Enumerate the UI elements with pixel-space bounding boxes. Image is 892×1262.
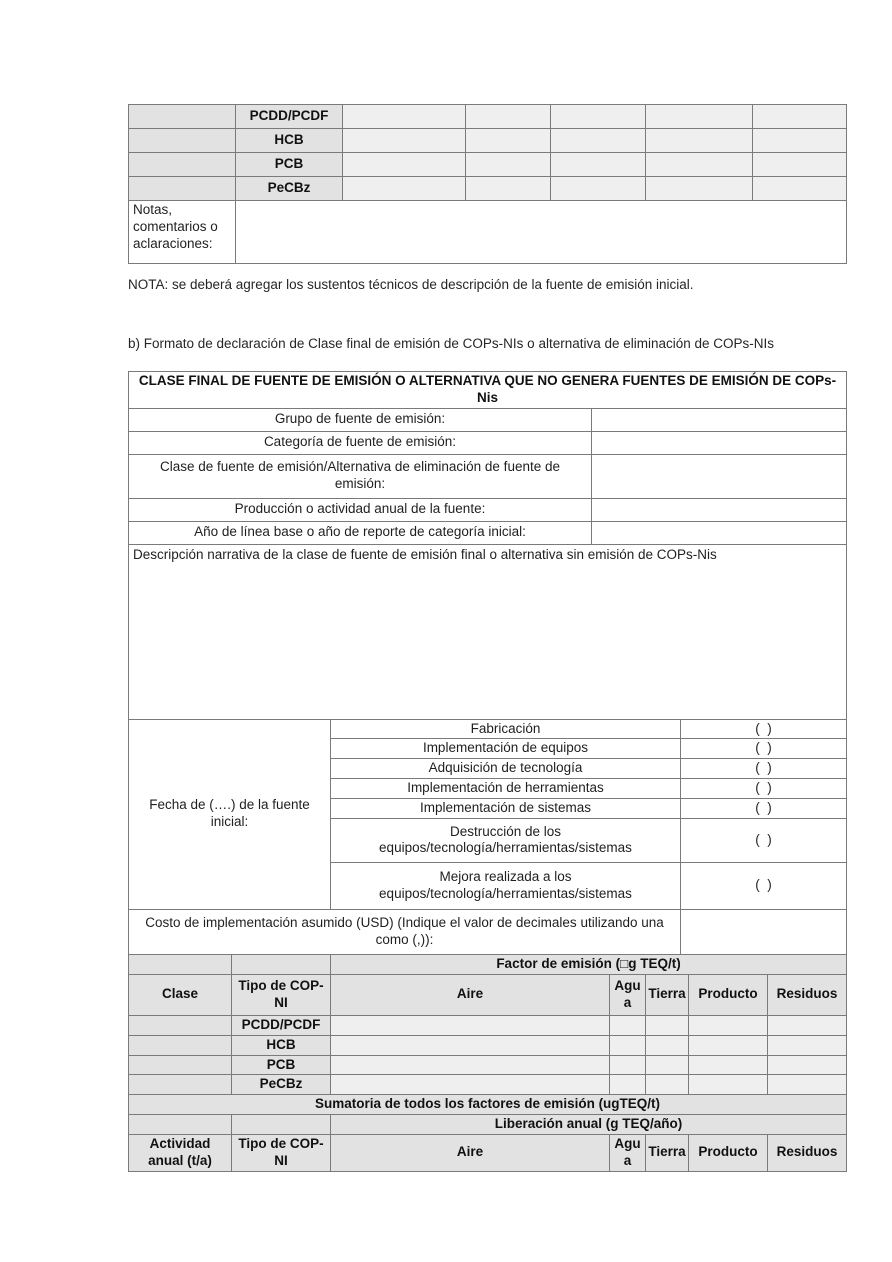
final-class-table-costo — [128, 909, 847, 955]
value-cell — [689, 1035, 768, 1055]
costo-label: Costo de implementación asumido (USD) (Indique el valor de decimales utilizando una como (,)): — [129, 909, 681, 954]
value-cell — [768, 1015, 847, 1035]
value-cell — [610, 1015, 646, 1035]
value-cell — [646, 177, 753, 201]
fecha-label: Fecha de (….) de la fuente inicial: — [129, 719, 331, 909]
value-cell — [646, 1015, 689, 1035]
table-row — [129, 408, 847, 431]
value-cell — [551, 105, 646, 129]
column-header-agua: Agua — [610, 974, 646, 1015]
value-cell — [343, 177, 466, 201]
table-row — [129, 1035, 847, 1055]
empty-cell — [129, 177, 236, 201]
field-label: Producción o actividad anual de la fuente: — [129, 498, 592, 521]
column-header-residuos: Residuos — [768, 1135, 847, 1172]
checkbox-cell: ( ) — [681, 739, 847, 759]
table-row — [129, 201, 847, 264]
checkbox-cell: ( ) — [681, 818, 847, 862]
table-row — [129, 498, 847, 521]
empty-cell — [232, 1115, 331, 1135]
table-header-row — [129, 1135, 847, 1172]
initial-source-table — [128, 104, 847, 264]
value-cell — [768, 1075, 847, 1095]
table-row — [129, 954, 847, 974]
table-row — [129, 1095, 847, 1115]
column-header-clase: Clase — [129, 974, 232, 1015]
value-cell — [689, 1015, 768, 1035]
notes-label: Notas, comentarios o aclaraciones: — [129, 201, 236, 264]
checkbox-cell: ( ) — [681, 759, 847, 779]
column-header-tipo: Tipo de COP-NI — [232, 1135, 331, 1172]
table-row — [129, 544, 847, 719]
column-header-actividad: Actividad anual (t/a) — [129, 1135, 232, 1172]
checkbox-cell: ( ) — [681, 799, 847, 819]
value-cell — [331, 1055, 610, 1075]
value-cell — [768, 1035, 847, 1055]
table-title: CLASE FINAL DE FUENTE DE EMISIÓN O ALTERNATIVA QUE NO GENERA FUENTES DE EMISIÓN DE COPs-Nis — [129, 371, 847, 408]
value-cell — [646, 1075, 689, 1095]
table-row — [129, 1055, 847, 1075]
value-cell — [646, 1055, 689, 1075]
field-label: Clase de fuente de emisión/Alternativa de eliminación de fuente de emisión: — [129, 454, 592, 498]
fecha-option-label: Implementación de sistemas — [331, 799, 681, 819]
table-row — [129, 371, 847, 408]
value-cell — [610, 1075, 646, 1095]
final-class-table-description — [128, 544, 847, 720]
value-cell — [343, 153, 466, 177]
column-header-residuos: Residuos — [768, 974, 847, 1015]
empty-cell — [129, 954, 232, 974]
column-header-tierra: Tierra — [646, 974, 689, 1015]
checkbox-cell: ( ) — [681, 862, 847, 909]
column-header-aire: Aire — [331, 974, 610, 1015]
chem-row-label: HCB — [232, 1035, 331, 1055]
checkbox-cell: ( ) — [681, 779, 847, 799]
description-cell: Descripción narrativa de la clase de fuente de emisión final o alternativa sin emisión de COPs-Nis — [129, 544, 847, 719]
chem-row-label: PeCBz — [232, 1075, 331, 1095]
chem-row-label: PeCBz — [236, 177, 343, 201]
table-row — [129, 129, 847, 153]
nota-text: NOTA: se deberá agregar los sustentos técnicos de descripción de la fuente de emisión inicial. — [128, 277, 694, 292]
value-cell — [646, 153, 753, 177]
field-value-cell — [592, 521, 847, 544]
checkbox-cell: ( ) — [681, 719, 847, 739]
field-label: Categoría de fuente de emisión: — [129, 431, 592, 454]
table-row — [129, 1075, 847, 1095]
empty-cell — [129, 153, 236, 177]
value-cell — [646, 1035, 689, 1055]
value-cell — [610, 1055, 646, 1075]
value-cell — [753, 177, 847, 201]
chem-row-label: PCDD/PCDF — [236, 105, 343, 129]
value-cell — [753, 129, 847, 153]
table-row — [129, 105, 847, 129]
field-label: Grupo de fuente de emisión: — [129, 408, 592, 431]
empty-cell — [129, 1075, 232, 1095]
fecha-option-label: Adquisición de tecnología — [331, 759, 681, 779]
empty-cell — [129, 1055, 232, 1075]
fecha-option-label: Implementación de equipos — [331, 739, 681, 759]
value-cell — [466, 153, 551, 177]
table-row — [129, 177, 847, 201]
table-header-row — [129, 974, 847, 1015]
empty-cell — [129, 1115, 232, 1135]
chem-row-label: PCB — [232, 1055, 331, 1075]
empty-cell — [129, 1035, 232, 1055]
column-header-producto: Producto — [689, 974, 768, 1015]
value-cell — [689, 1055, 768, 1075]
table-row — [129, 521, 847, 544]
value-cell — [551, 129, 646, 153]
fecha-option-label: Destrucción de los equipos/tecnología/herramientas/sistemas — [331, 818, 681, 862]
value-cell — [610, 1035, 646, 1055]
table-row — [129, 431, 847, 454]
value-cell — [646, 105, 753, 129]
field-value-cell — [592, 498, 847, 521]
value-cell — [466, 105, 551, 129]
column-header-tipo: Tipo de COP-NI — [232, 974, 331, 1015]
final-class-table-fecha — [128, 719, 847, 910]
value-cell — [343, 105, 466, 129]
chem-row-label: PCDD/PCDF — [232, 1015, 331, 1035]
costo-value-cell — [681, 909, 847, 954]
value-cell — [646, 129, 753, 153]
table-row — [129, 1115, 847, 1135]
empty-cell — [129, 105, 236, 129]
value-cell — [551, 153, 646, 177]
table-row — [129, 719, 847, 739]
column-header-aire: Aire — [331, 1135, 610, 1172]
section-heading: b) Formato de declaración de Clase final de emisión de COPs-NIs o alternativa de eliminación de COPs-NIs — [128, 335, 775, 351]
value-cell — [466, 177, 551, 201]
chem-row-label: HCB — [236, 129, 343, 153]
field-label: Año de línea base o año de reporte de categoría inicial: — [129, 521, 592, 544]
table-row — [129, 909, 847, 954]
value-cell — [753, 105, 847, 129]
field-value-cell — [592, 454, 847, 498]
fecha-option-label: Mejora realizada a los equipos/tecnología/herramientas/sistemas — [331, 862, 681, 909]
field-value-cell — [592, 408, 847, 431]
sumatoria-header: Sumatoria de todos los factores de emisión (ugTEQ/t) — [129, 1095, 847, 1115]
table-row — [129, 1015, 847, 1035]
notes-value-cell — [236, 201, 847, 264]
empty-cell — [129, 129, 236, 153]
value-cell — [753, 153, 847, 177]
value-cell — [551, 177, 646, 201]
value-cell — [331, 1015, 610, 1035]
value-cell — [331, 1075, 610, 1095]
field-value-cell — [592, 431, 847, 454]
value-cell — [466, 129, 551, 153]
fecha-option-label: Fabricación — [331, 719, 681, 739]
table-row — [129, 153, 847, 177]
document-content — [128, 104, 846, 1172]
column-header-producto: Producto — [689, 1135, 768, 1172]
final-class-table-head — [128, 371, 847, 545]
final-class-table-factors — [128, 954, 847, 1172]
table-row — [129, 454, 847, 498]
chem-row-label: PCB — [236, 153, 343, 177]
value-cell — [689, 1075, 768, 1095]
column-header-agua: Agua — [610, 1135, 646, 1172]
column-header-tierra: Tierra — [646, 1135, 689, 1172]
liberacion-header: Liberación anual (g TEQ/año) — [331, 1115, 847, 1135]
value-cell — [343, 129, 466, 153]
empty-cell — [232, 954, 331, 974]
fecha-option-label: Implementación de herramientas — [331, 779, 681, 799]
empty-cell — [129, 1015, 232, 1035]
factor-header: Factor de emisión (□g TEQ/t) — [331, 954, 847, 974]
value-cell — [331, 1035, 610, 1055]
value-cell — [768, 1055, 847, 1075]
